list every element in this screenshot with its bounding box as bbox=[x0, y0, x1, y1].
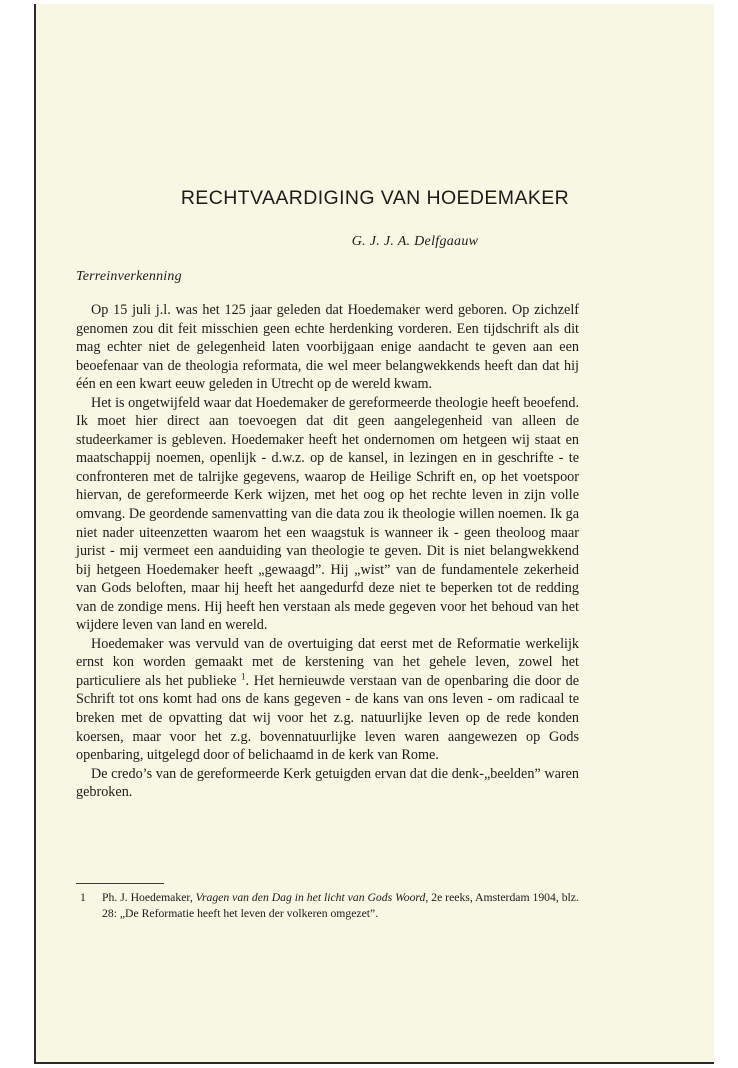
article-author: G. J. J. A. Delfgaauw bbox=[351, 234, 479, 249]
section-heading: Terreinverkenning bbox=[76, 269, 182, 284]
paragraph: Het is ongetwijfeld waar dat Hoedemaker de gereformeerde theologie heeft beoefend. Ik moet hier direct aan toevoegen dat dit geen aangelegenheid van alleen de studeerkamer is gebleven. Hoedemaker heeft het ondernomen om hetgeen wij staat en maatschappij noemen, openlijk - d.w.z. op de kansel, in lezingen en in geschrifte - te confronteren met de talrijke gegevens, waarop de Heilige Schrift en, op het voetspoor hiervan, de gereformeerde Kerk wijzen, met het oog op het rechte leven in zijn volle omvang. De geordende samenvatting van die data zou ik theologie willen noemen. Ik ga niet nader uiteenzetten waarom het een waagstuk is wanneer ik - geen theoloog maar jurist - mij vermeet een aanduiding van theologie te geven. Dit is niet belangwekkend bij hetgeen Hoedemaker heeft „gewaagd”. Hij „wist” van de fundamentele zekerheid van Gods beloften, maar hij heeft het aangedurfd deze niet te beperken tot de redding van de zondige mens. Hij heeft hen verstaan als mede gegeven voor het behoud van het wijdere leven van land en wereld. bbox=[76, 394, 579, 634]
footnote-work-title: Vragen van den Dag in het licht van Gods Woord, bbox=[195, 891, 429, 904]
paragraph: Op 15 juli j.l. was het 125 jaar geleden dat Hoedemaker werd geboren. Op zichzelf genomen zou dit feit misschien geen echte herdenking vorderen. Een tijdschrift als dit mag echter niet de gelegenheid laten voorbijgaan enige aandacht te geven aan een beoefenaar van de theologia reformata, die wel meer belangwekkends heeft dan dat hij één en een kwart eeuw geleden in Utrecht op de wereld kwam. bbox=[76, 302, 579, 393]
footnote-suffix: 2e reeks, Amsterdam 1904, blz. 28: „De Reformatie heeft het leven der volkeren omgezet”. bbox=[102, 891, 579, 920]
paragraph-text: . Het hernieuwde verstaan van de openbaring die door de Schrift tot ons komt had ons de kans gegeven - de kans van ons leven - om radicaal te breken met de opvatting dat wij voor het z.g. natuurlijke leven op de rede konden koersen, maar voor het z.g. bovennatuurlijke leven waren aangewezen op Gods openbaring, uitgelegd door of belichaamd in de kerk van Rome. bbox=[76, 672, 580, 764]
footnote-divider bbox=[76, 883, 164, 884]
footnote-prefix: Ph. J. Hoedemaker, bbox=[102, 891, 196, 904]
article-title: RECHTVAARDIGING VAN HOEDEMAKER bbox=[180, 187, 570, 209]
footnote bbox=[76, 890, 579, 922]
paragraph: De credo’s van de gereformeerde Kerk getuigden ervan dat die denk-„beelden” waren gebroken. bbox=[76, 765, 579, 801]
paragraph-text: Hoedemaker was vervuld van de overtuiging dat eerst met de Reformatie werkelijk ernst kon worden gemaakt met de kerstening van het gehele leven, zowel het particuliere als het publieke bbox=[76, 635, 579, 689]
paragraph bbox=[76, 635, 579, 765]
footnote-reference: 1 bbox=[241, 671, 246, 682]
document-page bbox=[34, 4, 714, 1064]
article-body bbox=[76, 301, 579, 802]
footnote-number: 1 bbox=[80, 891, 86, 904]
